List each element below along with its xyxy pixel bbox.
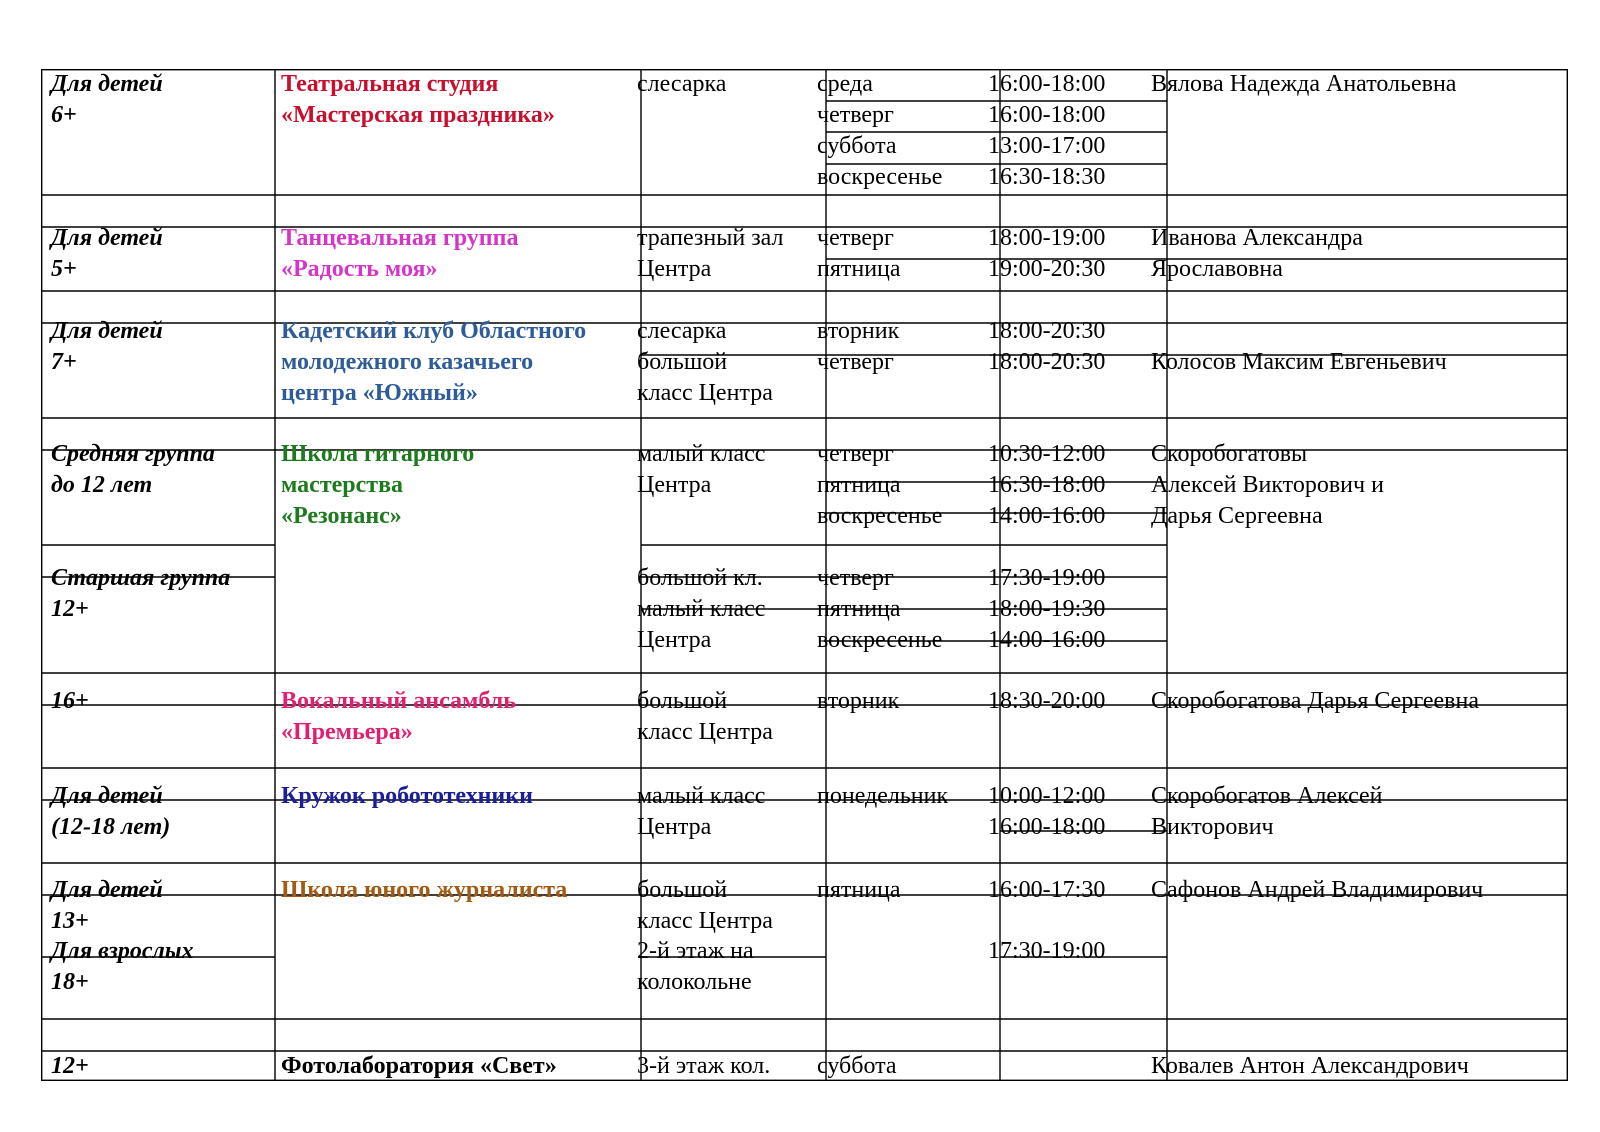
audience-cell xyxy=(51,563,230,625)
teacher-line: Скоробогатова Дарья Сергеевна xyxy=(1151,688,1479,714)
time: 18:00-20:30 xyxy=(988,318,1106,344)
teacher-line: Сафонов Андрей Владимирович xyxy=(1151,877,1484,903)
days-cell xyxy=(817,1051,897,1082)
place-line: большой xyxy=(637,877,728,903)
time: 16:30-18:30 xyxy=(988,164,1106,190)
place-cell xyxy=(637,316,726,347)
time: 16:00-17:30 xyxy=(988,877,1106,903)
time: 16:30-18:00 xyxy=(988,472,1106,498)
place-line: Центра xyxy=(637,627,712,653)
place-line: класс Центра xyxy=(637,380,773,406)
audience-line: 12+ xyxy=(51,596,89,622)
audience-line: Для взрослых xyxy=(51,938,194,964)
audience-line: 13+ xyxy=(51,908,89,934)
time: 16:00-18:00 xyxy=(988,814,1106,840)
place-line: слесарка xyxy=(637,318,727,344)
place-cell xyxy=(637,69,726,100)
times-cell xyxy=(988,223,1105,285)
club-name-line: центра «Южный» xyxy=(281,380,478,406)
time: 14:00-16:00 xyxy=(988,627,1106,653)
time: 10:00-12:00 xyxy=(988,783,1106,809)
days-cell xyxy=(817,563,942,656)
days-cell xyxy=(817,875,901,906)
club-name-line: «Радость моя» xyxy=(281,256,438,282)
audience-line: Старшая группа xyxy=(51,565,231,591)
audience-cell xyxy=(51,781,170,843)
place-line: малый класс xyxy=(637,783,766,809)
place-cell xyxy=(637,347,773,409)
place-line: класс Центра xyxy=(637,908,773,934)
audience-cell xyxy=(51,936,193,998)
club-name-theatre xyxy=(281,69,555,131)
place-cell xyxy=(637,781,765,843)
teacher-line: Скоробогатов Алексей xyxy=(1151,783,1383,809)
times-cell xyxy=(988,781,1105,843)
time: 16:00-18:00 xyxy=(988,71,1106,97)
time: 10:30-12:00 xyxy=(988,441,1106,467)
club-name-line: Кадетский клуб Областного xyxy=(281,318,587,344)
place-cell xyxy=(637,875,773,937)
place-cell xyxy=(637,1051,770,1082)
audience-line: (12-18 лет) xyxy=(51,814,171,840)
time: 19:00-20:30 xyxy=(988,256,1106,282)
times-cell xyxy=(988,686,1105,717)
audience-line: Для детей xyxy=(51,783,163,809)
days-cell xyxy=(817,439,942,532)
teacher-line: Ковалев Антон Александрович xyxy=(1151,1053,1469,1079)
club-name-vocal xyxy=(281,686,516,748)
day: воскресенье xyxy=(817,627,943,653)
day: суббота xyxy=(817,1053,897,1079)
time: 17:30-19:00 xyxy=(988,565,1106,591)
club-name-line: Кружок робототехники xyxy=(281,783,533,809)
teacher-line: Скоробогатовы xyxy=(1151,441,1308,467)
teacher-line: Викторович xyxy=(1151,814,1274,840)
place-cell xyxy=(637,686,773,748)
club-name-line: Школа гитарного xyxy=(281,441,475,467)
time: 18:00-19:00 xyxy=(988,225,1106,251)
place-cell xyxy=(637,439,765,501)
audience-line: Для детей xyxy=(51,225,163,251)
audience-line: Для детей xyxy=(51,877,163,903)
audience-line: 7+ xyxy=(51,349,77,375)
day: вторник xyxy=(817,688,900,714)
place-cell xyxy=(637,223,784,285)
times-cell xyxy=(988,875,1105,906)
club-name-line: «Резонанс» xyxy=(281,503,402,529)
teacher-cell xyxy=(1151,439,1384,532)
audience-cell xyxy=(51,686,89,717)
club-name-line: Фотолаборатория «Свет» xyxy=(281,1053,557,1079)
day: четверг xyxy=(817,349,894,375)
place-line: большой кл. xyxy=(637,565,763,591)
audience-cell xyxy=(51,1051,89,1082)
audience-line: 6+ xyxy=(51,102,77,128)
place-line: 3-й этаж кол. xyxy=(637,1053,771,1079)
audience-line: 12+ xyxy=(51,1053,89,1079)
club-name-line: молодежного казачьего xyxy=(281,349,534,375)
teacher-line: Вялова Надежда Анатольевна xyxy=(1151,71,1457,97)
teacher-line: Алексей Викторович и xyxy=(1151,472,1384,498)
time: 16:00-18:00 xyxy=(988,102,1106,128)
place-line: малый класс xyxy=(637,596,766,622)
place-line: Центра xyxy=(637,256,712,282)
times-cell xyxy=(988,69,1105,193)
club-name-line: Театральная студия xyxy=(281,71,499,97)
teacher-cell xyxy=(1151,1051,1469,1082)
teacher-cell xyxy=(1151,875,1483,906)
place-line: слесарка xyxy=(637,71,727,97)
day: четверг xyxy=(817,225,894,251)
teacher-cell xyxy=(1151,347,1447,378)
audience-line: 18+ xyxy=(51,969,89,995)
teacher-line: Дарья Сергеевна xyxy=(1151,503,1323,529)
club-name-line: Вокальный ансамбль xyxy=(281,688,516,714)
audience-line: Средняя группа xyxy=(51,441,215,467)
day: среда xyxy=(817,71,873,97)
audience-cell xyxy=(51,439,215,501)
teacher-cell xyxy=(1151,686,1479,717)
audience-cell xyxy=(51,69,163,131)
time: 13:00-17:00 xyxy=(988,133,1106,159)
days-cell xyxy=(817,686,899,717)
audience-line: Для детей xyxy=(51,318,163,344)
time: 18:00-19:30 xyxy=(988,596,1106,622)
audience-cell xyxy=(51,875,163,937)
day: суббота xyxy=(817,133,897,159)
place-line: большой xyxy=(637,688,728,714)
teacher-line: Колосов Максим Евгеньевич xyxy=(1151,349,1447,375)
place-line: 2-й этаж на xyxy=(637,938,754,964)
teacher-line: Ярославовна xyxy=(1151,256,1283,282)
club-name-line: Танцевальная группа xyxy=(281,225,519,251)
day: пятница xyxy=(817,472,901,498)
times-cell xyxy=(988,439,1105,532)
time: 18:00-20:30 xyxy=(988,349,1106,375)
day: понедельник xyxy=(817,783,949,809)
days-cell xyxy=(817,781,948,812)
table-grid xyxy=(41,69,1568,1081)
teacher-cell xyxy=(1151,223,1363,285)
club-name-line: «Премьера» xyxy=(281,719,413,745)
teacher-cell xyxy=(1151,781,1383,843)
time: 18:30-20:00 xyxy=(988,688,1106,714)
teacher-cell xyxy=(1151,69,1456,100)
times-cell xyxy=(988,936,1105,967)
audience-cell xyxy=(51,223,163,285)
place-line: трапезный зал xyxy=(637,225,784,251)
club-name-journalism xyxy=(281,875,567,906)
times-cell xyxy=(988,563,1105,656)
place-line: Центра xyxy=(637,814,712,840)
audience-line: Для детей xyxy=(51,71,163,97)
schedule-table xyxy=(41,69,1568,1081)
teacher-line: Иванова Александра xyxy=(1151,225,1363,251)
club-name-robotics xyxy=(281,781,533,812)
club-name-guitar xyxy=(281,439,474,532)
days-cell xyxy=(817,223,901,285)
day: вторник xyxy=(817,318,900,344)
times-cell xyxy=(988,316,1105,378)
club-name-photo xyxy=(281,1051,557,1082)
days-cell xyxy=(817,316,899,378)
audience-line: 16+ xyxy=(51,688,89,714)
place-line: малый класс xyxy=(637,441,766,467)
place-line: класс Центра xyxy=(637,719,773,745)
day: четверг xyxy=(817,565,894,591)
time: 17:30-19:00 xyxy=(988,938,1106,964)
audience-line: до 12 лет xyxy=(51,472,153,498)
day: четверг xyxy=(817,441,894,467)
club-name-line: «Мастерская праздника» xyxy=(281,102,555,128)
audience-line: 5+ xyxy=(51,256,77,282)
day: пятница xyxy=(817,877,901,903)
place-line: большой xyxy=(637,349,728,375)
day: воскресенье xyxy=(817,503,943,529)
club-name-line: мастерства xyxy=(281,472,404,498)
place-line: Центра xyxy=(637,472,712,498)
place-cell xyxy=(637,936,754,998)
club-name-dance xyxy=(281,223,518,285)
day: пятница xyxy=(817,596,901,622)
time: 14:00-16:00 xyxy=(988,503,1106,529)
days-cell xyxy=(817,69,942,193)
day: пятница xyxy=(817,256,901,282)
place-line: колокольне xyxy=(637,969,752,995)
audience-cell xyxy=(51,316,163,378)
place-cell xyxy=(637,594,765,656)
place-cell xyxy=(637,563,763,594)
club-name-cadet xyxy=(281,316,586,409)
day: четверг xyxy=(817,102,894,128)
club-name-line: Школа юного журналиста xyxy=(281,877,568,903)
day: воскресенье xyxy=(817,164,943,190)
